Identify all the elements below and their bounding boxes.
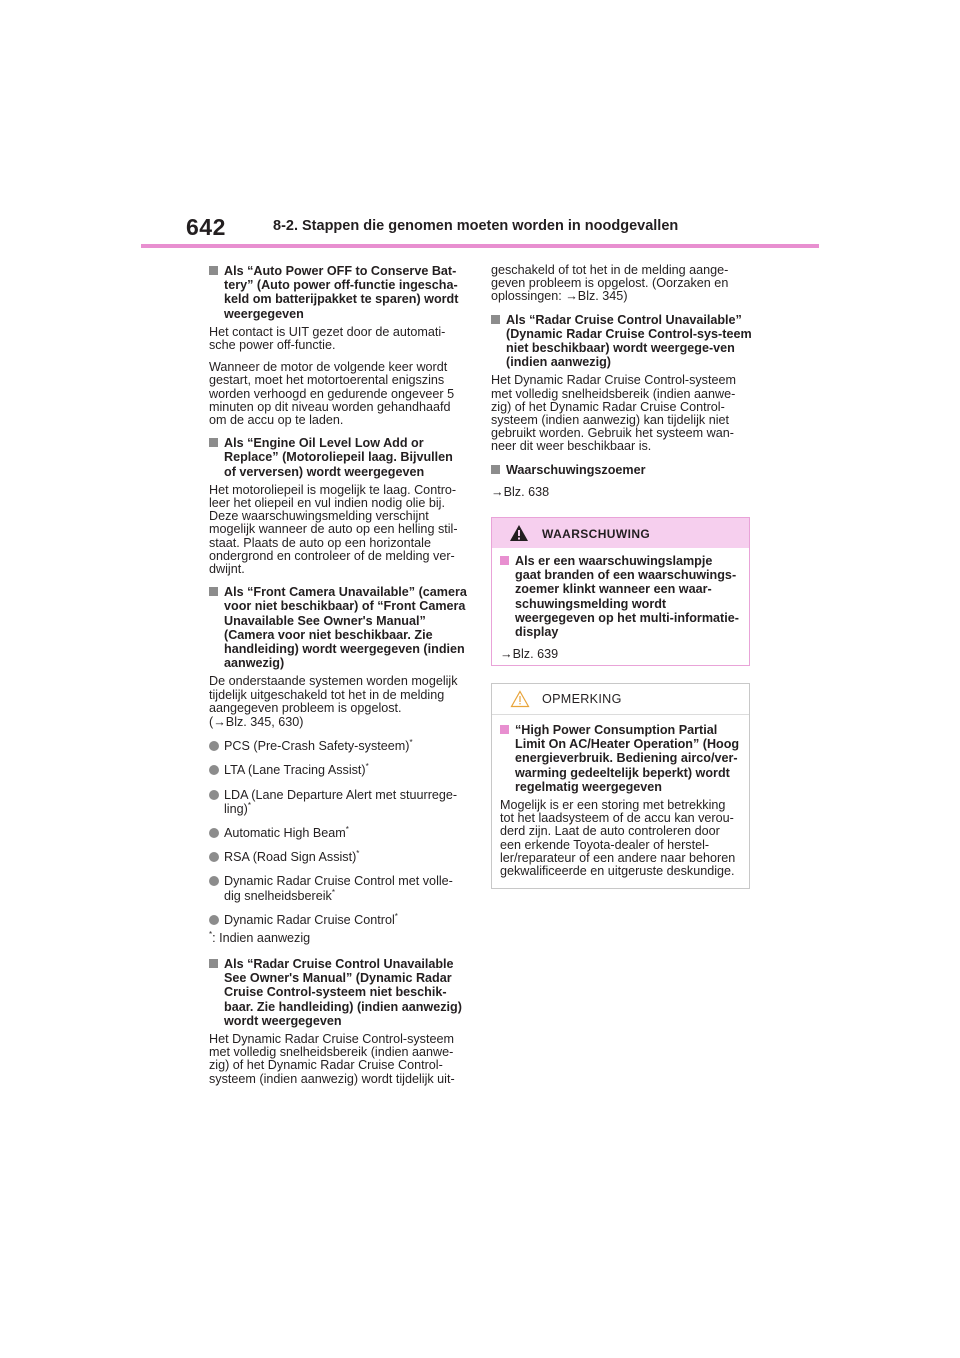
heading-radar-cruise-see-manual: Als “Radar Cruise Control Unavailable See Owner's Manual” (Dynamic Radar Cruise Control-systeem niet beschik-baar. Zie handleiding) (indien aanwezig) wordt weergegeven: [209, 957, 467, 1028]
round-bullet-icon: [209, 852, 219, 862]
square-bullet-icon: [491, 315, 500, 324]
square-bullet-icon: [209, 587, 218, 596]
paragraph: Het Dynamic Radar Cruise Control-systeem met volledig snelheidsbereik (indien aanwe-zig) of het Dynamic Radar Cruise Control-systeem (indien aanwezig) wordt tijdelijk uit-: [209, 1031, 455, 1086]
paragraph: Het Dynamic Radar Cruise Control-systeem met volledig snelheidsbereik (indien aanwe-zig) of het Dynamic Radar Cruise Control-systeem (indien aanwezig) kan tijdelijk niet gebruikt worden. Gebruik het systeem wan-neer dit weer beschikbaar is.: [491, 373, 736, 454]
warning-heading: Als er een waarschuwingslampje gaat branden of een waarschuwings-zoemer klinkt wanneer een waar-schuwingsmelding wordt weergegeven op het multi-informatie-display: [500, 554, 741, 639]
left-column: [209, 264, 467, 1095]
list-item: Dynamic Radar Cruise Control met volle-dig snelheidsbereik*: [209, 874, 467, 902]
note-box: [491, 683, 750, 889]
square-bullet-icon: [209, 959, 218, 968]
square-bullet-icon: [209, 438, 218, 447]
warning-box: [491, 517, 750, 666]
heading-auto-power-off: Als “Auto Power OFF to Conserve Bat-tery” (Auto power off-functie ingescha-keld om batterijpakket te sparen) wordt weergegeven: [209, 264, 467, 321]
square-bullet-icon: [500, 556, 509, 565]
caution-triangle-icon: [510, 690, 530, 708]
heading-radar-cruise-unavailable: Als “Radar Cruise Control Unavailable” (Dynamic Radar Cruise Control-sys-teem niet beschikbaar) wordt weergege-ven (indien aanwezig): [491, 313, 753, 370]
paragraph: Wanneer de motor de volgende keer wordt gestart, moet het motortoerental enigszins worden verhoogd en gedurende ongeveer 5 minuten op dit niveau worden gehandhaafd om de accu op te laden.: [209, 360, 455, 428]
paragraph: geschakeld of tot het in de melding aange-geven probleem is opgelost. (Oorzaken en oplossingen: →Blz. 345): [491, 263, 729, 304]
square-bullet-icon: [491, 465, 500, 474]
list-item: LTA (Lane Tracing Assist)*: [209, 763, 467, 777]
warning-label: WAARSCHUWING: [542, 527, 651, 541]
header-rule: [141, 244, 819, 248]
section-title: 8-2. Stappen die genomen moeten worden in noodgevallen: [273, 218, 679, 234]
list-item: RSA (Road Sign Assist)*: [209, 850, 467, 864]
round-bullet-icon: [209, 741, 219, 751]
round-bullet-icon: [209, 915, 219, 925]
paragraph: De onderstaande systemen worden mogelijk tijdelijk uitgeschakeld tot het in de melding aangegeven probleem is opgelost.: [209, 674, 458, 715]
square-bullet-icon: [500, 725, 509, 734]
note-label: OPMERKING: [542, 692, 622, 706]
warning-triangle-icon: [509, 524, 529, 542]
round-bullet-icon: [209, 765, 219, 775]
page-reference: (→Blz. 345, 630): [209, 715, 304, 730]
footnote: *: Indien aanwezig: [209, 929, 311, 945]
round-bullet-icon: [209, 876, 219, 886]
note-heading: “High Power Consumption Partial Limit On AC/Heater Operation” (Hoog energieverbruik. Bediening airco/ver-warming gedeeltelijk beperkt) wordt regelmatig weergegeven: [500, 723, 741, 794]
paragraph: Het motoroliepeil is mogelijk te laag. Contro-leer het oliepeil en vul indien nodig olie bij. Deze waarschuwingsmelding verschijnt mogelijk wanneer de auto op een helling stil-staat. Plaats de auto op een horizontale ondergrond en controleer of de melding ver-dwijnt.: [209, 482, 458, 577]
list-item: LDA (Lane Departure Alert met stuurrege-ling)*: [209, 788, 467, 816]
paragraph: Het contact is UIT gezet door de automati-sche power off-functie.: [209, 324, 446, 353]
round-bullet-icon: [209, 790, 219, 800]
heading-engine-oil: Als “Engine Oil Level Low Add or Replace” (Motoroliepeil laag. Bijvullen of verversen) wordt weergegeven: [209, 436, 467, 479]
square-bullet-icon: [209, 266, 218, 275]
list-item: Dynamic Radar Cruise Control*: [209, 913, 467, 927]
note-body: Mogelijk is er een storing met betrekking tot het laadsysteem of de accu kan verou-derd zijn. Laat de auto controleren door een erkende Toyota-dealer of herstel-ler/reparateur of een andere naar behoren gekwalificeerde en uitgeruste deskundige.: [500, 798, 736, 879]
heading-front-camera: Als “Front Camera Unavailable” (camera voor niet beschikbaar) of “Front Camera Unavailable See Owner's Manual” (Camera voor niet beschikbaar. Zie handleiding) wordt weergegeven (indien aanwezig): [209, 585, 467, 670]
warning-header: [492, 518, 749, 548]
list-item: PCS (Pre-Crash Safety-systeem)*: [209, 739, 467, 753]
page-number: 642: [186, 214, 226, 240]
round-bullet-icon: [209, 828, 219, 838]
note-header: [492, 684, 749, 714]
page-reference: →Blz. 639: [500, 647, 559, 662]
list-item: Automatic High Beam*: [209, 826, 467, 840]
page-reference: →Blz. 638: [491, 484, 550, 499]
heading-warning-buzzer: Waarschuwingszoemer: [491, 463, 753, 477]
right-column: [491, 264, 753, 509]
